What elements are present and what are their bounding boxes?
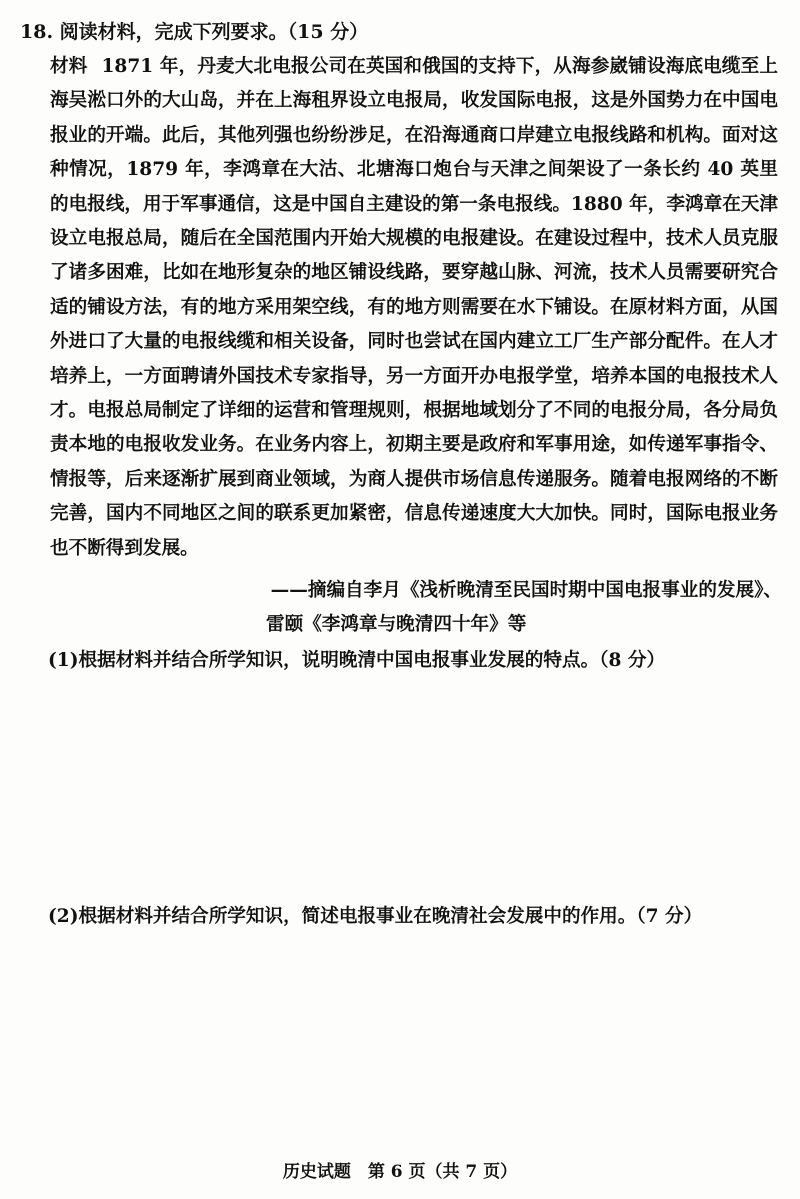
question-title: 18. 阅读材料，完成下列要求。（15 分） [20, 21, 369, 43]
citation-line-1: ——摘编自李月《浅析晚清至民国时期中国电报事业的发展》、 [270, 580, 782, 601]
material-label: 材料 [50, 56, 88, 77]
material-text: 1871 年，丹麦大北电报公司在英国和俄国的支持下，从海参崴铺设海底电缆至上海吴淞口外的大山岛，并在上海租界设立电报局，收发国际电报，这是外国势力在中国电报业的开端。此后，其他列强也纷纷涉足，在沿海通商口岸建立电报线路和机构。面对这种情况，1879 年，李鸿章在大沽、北塘海口炮台与天津之间架设了一条长约 40 英里的电报线，用于军事通信，这是中国自主建设的第一条电报线。1880 年，李鸿章在天津设立电报总局，随后在全国范围内开始大规模的电报建设。在建设过程中，技术人员克服了诸多困难，比如在地形复杂的地区铺设线路，要穿越山脉、河流，技术人员需要研究合适的铺设方法，有的地方采用架空线，有的地方则需要在水下铺设。在原材料方面，从国外进口了大量的电报线缆和相关设备，同时也尝试在国内建立工厂生产部分配件。在人才培养上，一方面聘请外国技术专家指导，另一方面开办电报学堂，培养本国的电报技术人才。电报总局制定了详细的运营和管理规则，根据地域划分了不同的电报分局，各分局负责本地的电报收发业务。在业务内容上，初期主要是政府和军事用途，如传递军事指令、情报等，后来逐渐扩展到商业领域，为商人提供市场信息传递服务。随着电报网络的不断完善，国内不同地区之间的联系更加紧密，信息传递速度大大加快。同时，国际电报业务也不断得到发展。 [50, 56, 778, 559]
citation-line-2: 雷颐《李鸿章与晚清四十年》等 [266, 614, 527, 635]
sub-question-2: (2)根据材料并结合所学知识，简述电报事业在晚清社会发展中的作用。（7 分） [48, 906, 703, 927]
citation [222, 574, 782, 642]
material-passage [50, 50, 778, 566]
page-footer: 历史试题 第 6 页（共 7 页） [282, 1162, 518, 1182]
sub-question-1: (1)根据材料并结合所学知识，说明晚清中国电报事业发展的特点。（8 分） [48, 650, 666, 671]
